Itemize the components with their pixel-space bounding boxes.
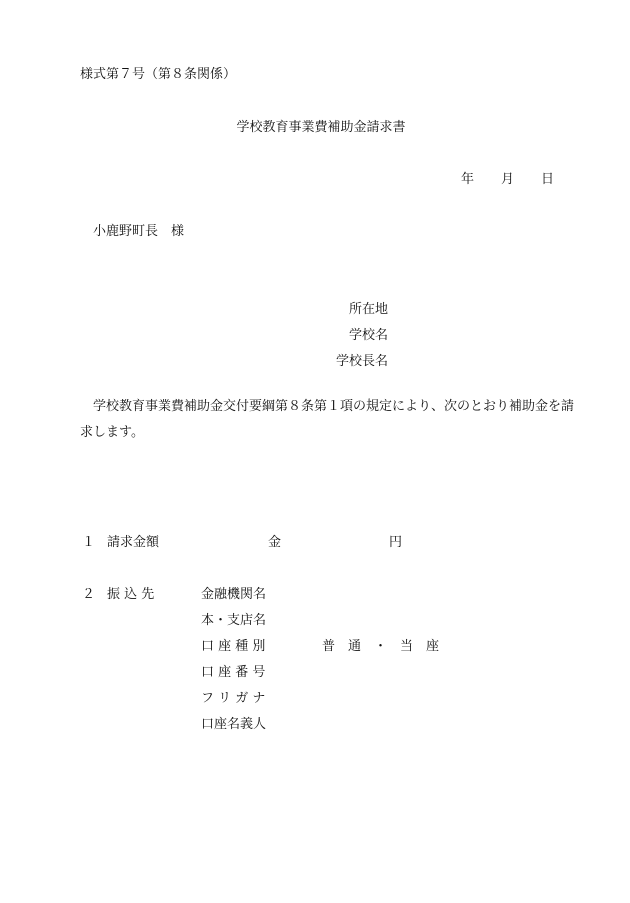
item1-number: １ bbox=[82, 535, 96, 550]
account-holder-label: 口座名義人 bbox=[201, 717, 267, 732]
furigana-label: フ リ ガ ナ bbox=[201, 691, 266, 706]
account-number-label: 口 座 番 号 bbox=[201, 665, 266, 680]
address-label: 所在地 bbox=[349, 302, 389, 317]
school-name-label: 学校名 bbox=[349, 328, 389, 343]
bank-name-label: 金融機関名 bbox=[201, 587, 267, 602]
principal-name-label: 学校長名 bbox=[336, 354, 389, 369]
date-year-label: 年 bbox=[461, 172, 475, 187]
date-month-label: 月 bbox=[501, 172, 515, 187]
amount-prefix-kin: 金 bbox=[268, 535, 282, 550]
document-title: 学校教育事業費補助金請求書 bbox=[236, 120, 406, 135]
form-number: 様式第７号（第８条関係） bbox=[80, 67, 237, 82]
branch-name-label: 本・支店名 bbox=[201, 613, 267, 628]
item2-number: ２ bbox=[82, 587, 96, 602]
account-type-label: 口 座 種 別 bbox=[201, 639, 266, 654]
item1-label-requested-amount: 請求金額 bbox=[107, 535, 160, 550]
amount-suffix-yen: 円 bbox=[389, 535, 403, 550]
date-day-label: 日 bbox=[541, 172, 555, 187]
account-type-options: 普 通 ・ 当 座 bbox=[322, 639, 440, 654]
request-statement: 学校教育事業費補助金交付要綱第８条第１項の規定により、次のとおり補助金を請求します。 bbox=[80, 399, 575, 440]
addressee: 小鹿野町長 様 bbox=[93, 224, 185, 239]
item2-label-transfer-destination: 振 込 先 bbox=[107, 587, 155, 602]
